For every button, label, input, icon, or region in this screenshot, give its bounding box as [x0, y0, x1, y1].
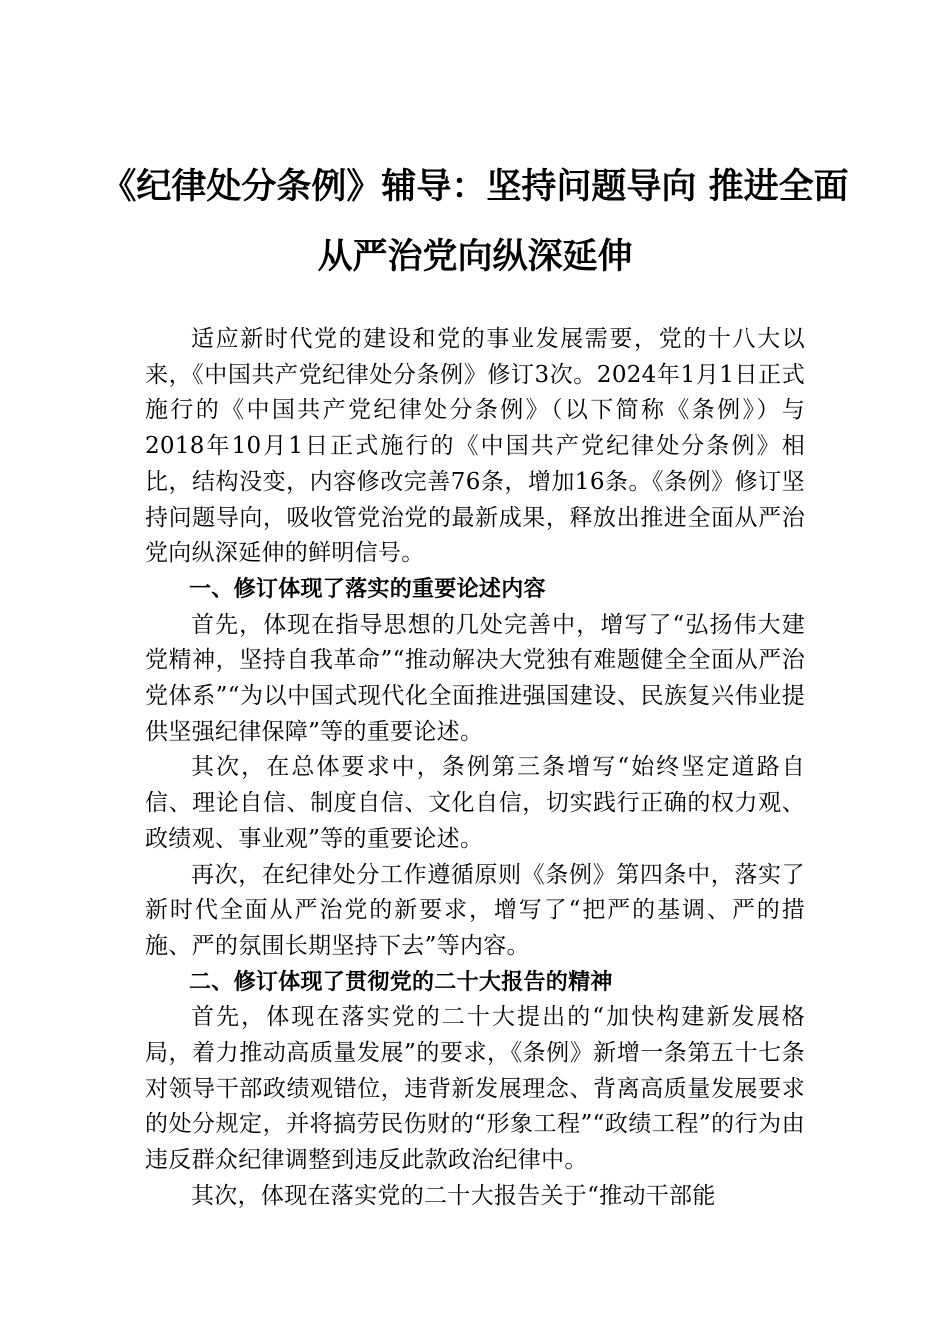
document-body — [145, 322, 805, 1215]
paragraph-section2-second: 其次，体现在落实党的二十大报告关于“推动干部能 — [191, 1182, 716, 1209]
paragraph-section1-third: 再次，在纪律处分工作遵循原则《条例》第四条中，落实了新时代全面从严治党的新要求，增写了“把严的基调、严的措施、严的氛围长期坚持下去”等内容。 — [145, 861, 805, 959]
paragraph-section2-first: 首先，体现在落实党的二十大提出的“加快构建新发展格局，着力推动高质量发展”的要求，《条例》新增一条第五十七条对领导干部政绩观错位，违背新发展理念、背离高质量发展要求的处分规定，并将搞劳民伤财的“形象工程”“政绩工程”的行为由违反群众纪律调整到违反此款政治纪律中。 — [145, 1004, 805, 1174]
paragraph-intro: 适应新时代党的建设和党的事业发展需要，党的十八大以来，《中国共产党纪律处分条例》修订3次。2024年1月1日正式施行的《中国共产党纪律处分条例》（以下简称《条例》）与2018年10月1日正式施行的《中国共产党纪律处分条例》相比，结构没变，内容修改完善76条，增加16条。《条例》修订坚持问题导向，吸收管党治党的最新成果，释放出推进全面从严治党向纵深延伸的鲜明信号。 — [145, 326, 805, 567]
section-heading-2: 二、修订体现了贯彻党的二十大报告的精神 — [189, 969, 613, 995]
paragraph-section1-second: 其次，在总体要求中，条例第三条增写“始终坚定道路自信、理论自信、制度自信、文化自信，切实践行正确的权力观、政绩观、事业观”等的重要论述。 — [145, 754, 805, 852]
section-heading-1: 一、修订体现了落实的重要论述内容 — [189, 576, 546, 602]
paragraph-section1-first: 首先，体现在指导思想的几处完善中，增写了“弘扬伟大建党精神，坚持自我革命”“推动解决大党独有难题健全全面从严治党体系”“为以中国式现代化全面推进强国建设、民族复兴伟业提供坚强纪律保障”等的重要论述。 — [145, 611, 805, 745]
document-title: 《纪律处分条例》辅导：坚持问题导向 推进全面从严治党向纵深延伸 — [101, 167, 849, 277]
